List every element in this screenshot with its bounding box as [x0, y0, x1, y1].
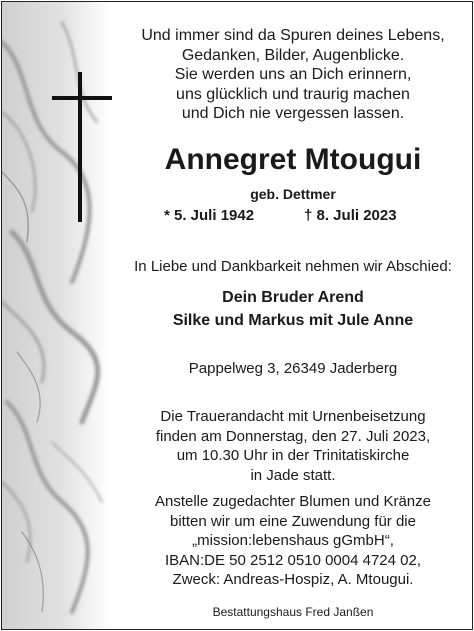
cross-vertical-bar: [78, 72, 82, 222]
obituary-notice: [1, 1, 473, 630]
donation-line: „mission:lebenshaus gGmbH“,: [192, 532, 394, 550]
cross-horizontal-bar: [52, 96, 112, 100]
birth-date: * 5. Juli 1942: [164, 207, 255, 224]
mourner-entry: Silke und Markus mit Jule Anne: [172, 312, 414, 329]
service-line: in Jade statt.: [250, 466, 336, 484]
donation-line: IBAN:DE 50 2512 0510 0004 4724 02,: [164, 551, 422, 569]
poem-line: Und immer sind da Spuren deines Lebens,: [141, 27, 445, 44]
poem-line: uns glücklich und traurig machen: [176, 85, 410, 103]
donation-line: bitten wir um eine Zuwendung für die: [170, 512, 416, 530]
poem-line: und Dich nie vergessen lassen.: [181, 105, 405, 123]
service-line: Die Trauerandacht mit Urnenbeisetzung: [160, 408, 426, 425]
latin-cross-icon: [52, 72, 112, 222]
mourners-list: [114, 286, 472, 332]
donation-line: Anstelle zugedachter Blumen und Kränze: [154, 493, 431, 510]
mourner-entry: Dein Bruder Arend: [222, 289, 364, 306]
donation-request: [114, 492, 472, 590]
service-line: um 10.30 Uhr in der Trinitatiskirche: [176, 447, 410, 465]
poem-line: Sie werden uns an Dich erinnern,: [174, 66, 412, 84]
death-date: † 8. Juli 2023: [304, 207, 397, 224]
maiden-name: geb. Dettmer: [250, 186, 336, 202]
donation-line: Zweck: Andreas-Hospiz, A. Mtougui.: [172, 571, 414, 589]
memorial-poem: [114, 26, 472, 124]
funeral-home: Bestattungshaus Fred Janßen: [212, 605, 374, 619]
service-line: finden am Donnerstag, den 27. Juli 2023,: [155, 427, 431, 445]
poem-line: Gedanken, Bilder, Augenblicke.: [181, 46, 405, 64]
service-details: [114, 407, 472, 485]
family-address: Pappelweg 3, 26349 Jaderberg: [188, 360, 398, 377]
deceased-name: Annegret Mtougui: [164, 143, 422, 176]
farewell-line: In Liebe und Dankbarkeit nehmen wir Abschied:: [134, 258, 452, 275]
